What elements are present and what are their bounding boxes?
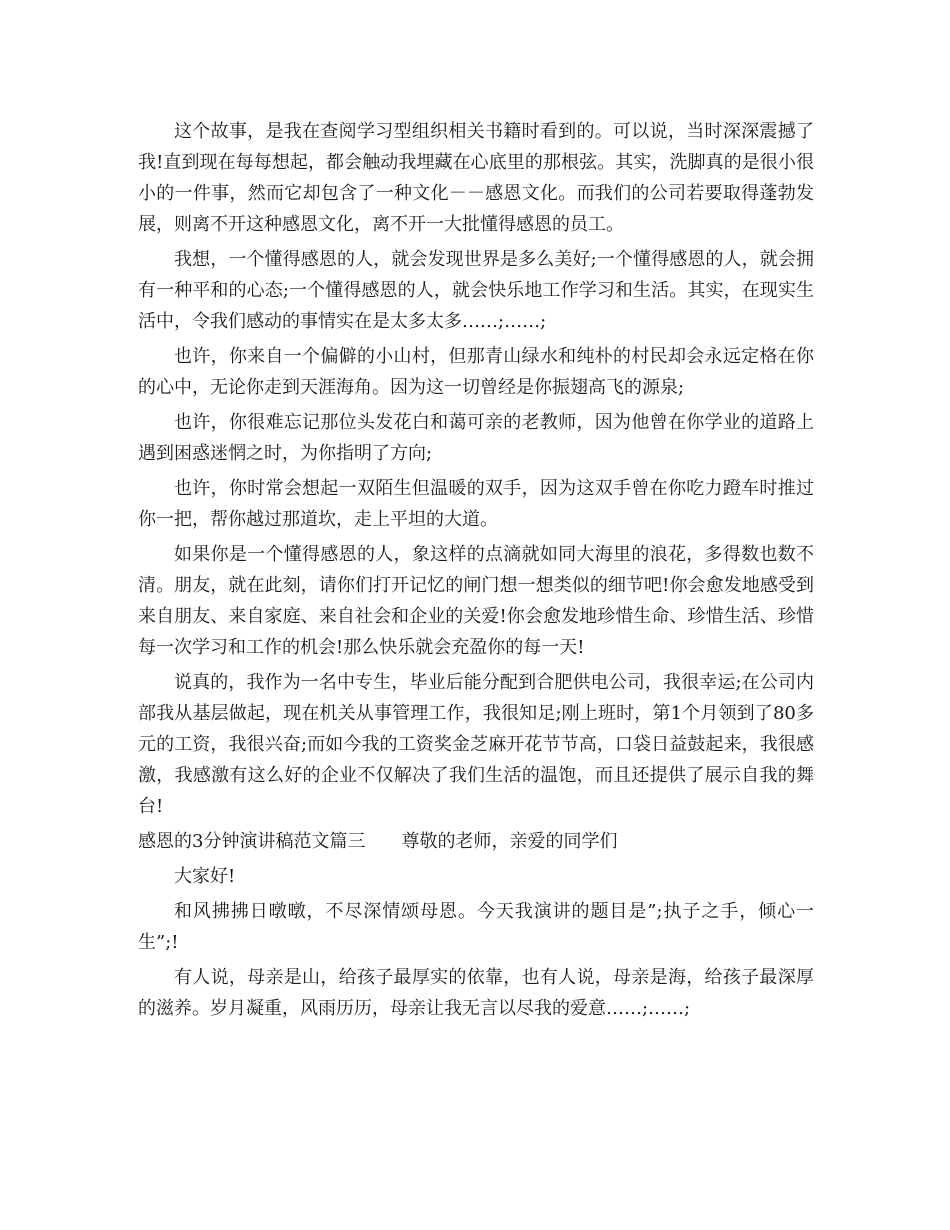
section-title: 感恩的3分钟演讲稿范文篇三 (138, 831, 366, 852)
paragraph-teacher: 也许，你很难忘记那位头发花白和蔼可亲的老教师，因为他曾在你学业的道路上遇到困惑迷惘之时，为你指明了方向; (138, 412, 814, 464)
paragraph-friends: 如果你是一个懂得感恩的人，象这样的点滴就如同大海里的浪花，多得数也数不清。朋友，就在此刻，请你们打开记忆的闸门想一想类似的细节吧!你会愈发地感受到来自朋友、来自家庭、来自社会和企业的关爱!你会愈发地珍惜生命、珍惜生活、珍惜每一次学习和工作的机会!那么快乐就会充盈你的每一天! (138, 544, 814, 658)
document-body (138, 116, 814, 1028)
section-heading (138, 826, 814, 857)
paragraph-story: 这个故事，是我在查阅学习型组织相关书籍时看到的。可以说，当时深深震撼了我!直到现在每每想起，都会触动我埋藏在心底里的那根弦。其实，洗脚真的是很小很小的一件事，然而它却包含了一种文化－－感恩文化。而我们的公司若要取得蓬勃发展，则离不开这种感恩文化，离不开一大批懂得感恩的员工。 (138, 121, 814, 235)
paragraph-hands: 也许，你时常会想起一双陌生但温暖的双手，因为这双手曾在你吃力蹬车时推过你一把，帮你越过那道坎，走上平坦的大道。 (138, 478, 814, 530)
paragraph-career: 说真的，我作为一名中专生，毕业后能分配到合肥供电公司，我很幸运;在公司内部我从基层做起，现在机关从事管理工作，我很知足;刚上班时，第1个月领到了80多元的工资，我很兴奋;而如今我的工资奖金芝麻开花节节高，口袋日益鼓起来，我很感激，我感激有这么好的企业不仅解决了我们生活的温饱，而且还提供了展示自我的舞台! (138, 672, 814, 817)
greeting: 大家好! (174, 866, 236, 887)
paragraph-village: 也许，你来自一个偏僻的小山村，但那青山绿水和纯朴的村民却会永远定格在你的心中，无论你走到天涯海角。因为这一切曾经是你振翅高飞的源泉; (138, 346, 814, 398)
paragraph-gratitude: 我想，一个懂得感恩的人，就会发现世界是多么美好;一个懂得感恩的人，就会拥有一种平和的心态;一个懂得感恩的人，就会快乐地工作学习和生活。其实，在现实生活中，令我们感动的事情实在是太多太多……;……; (138, 249, 814, 332)
section-salutation: 尊敬的老师，亲爱的同学们 (401, 831, 618, 852)
paragraph-mother: 有人说，母亲是山，给孩子最厚实的依靠，也有人说，母亲是海，给孩子最深厚的滋养。岁月凝重，风雨历历，母亲让我无言以尽我的爱意……;……; (138, 967, 814, 1019)
paragraph-topic: 和风拂拂日暾暾，不尽深情颂母恩。今天我演讲的题目是”;执子之手，倾心一生”;! (138, 901, 814, 953)
